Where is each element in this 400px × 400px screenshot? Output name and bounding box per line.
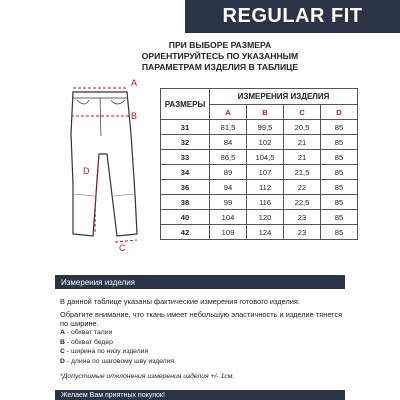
cell-c: 21 [284, 135, 321, 150]
table-row [161, 135, 358, 150]
table-row [161, 225, 358, 240]
knee-right [113, 194, 135, 196]
cell-a: 89 [210, 165, 247, 180]
cell-c: 21,5 [284, 165, 321, 180]
table-row [161, 165, 358, 180]
cell-b: 112 [247, 180, 284, 195]
cell-c: 22,5 [284, 195, 321, 210]
legend-item-b [60, 338, 174, 348]
measurements-section-bar [55, 275, 345, 289]
cell-c: 22 [284, 180, 321, 195]
legend-key-b: B [60, 338, 65, 346]
cell-d: 85 [321, 195, 358, 210]
size-cell: 31 [161, 120, 210, 135]
legend-text-c: - ширина по низу изделия [64, 348, 149, 356]
legend-key-a: A [60, 329, 65, 336]
cell-b: 120 [247, 210, 284, 225]
legend-text-b: - обхват бедер [64, 338, 113, 346]
pocket-left [77, 100, 89, 104]
description-p1: В данной таблице указаны фактические измерения готового изделия. [60, 297, 300, 306]
legend-item-d [60, 357, 174, 367]
label-d: D [83, 166, 90, 176]
sizes-header: РАЗМЕРЫ [161, 89, 210, 120]
measure-c-line [115, 240, 137, 242]
label-b: B [131, 111, 138, 121]
cell-b: 107 [247, 165, 284, 180]
cell-d: 85 [321, 225, 358, 240]
measurements-header: ИЗМЕРЕНИЯ ИЗДЕЛИЯ [210, 89, 358, 105]
cell-b: 102 [247, 135, 284, 150]
size-cell: 34 [161, 165, 210, 180]
legend-text-a: - обхват талии [64, 329, 113, 336]
cell-a: 86,5 [210, 150, 247, 165]
description [60, 297, 350, 332]
legend-key-d: D [60, 357, 65, 365]
cell-a: 94 [210, 180, 247, 195]
size-cell: 36 [161, 180, 210, 195]
fit-title: REGULAR FIT [222, 5, 363, 27]
legend-item-c [60, 347, 174, 357]
size-cell: 40 [161, 210, 210, 225]
cell-b: 116 [247, 195, 284, 210]
cell-d: 85 [321, 120, 358, 135]
table-row [161, 120, 358, 135]
cell-d: 85 [321, 165, 358, 180]
cell-b: 124 [247, 225, 284, 240]
legend-item-a [60, 328, 174, 338]
cell-b: 104,5 [247, 150, 284, 165]
jeans-diagram [55, 74, 155, 252]
cell-c: 23 [284, 225, 321, 240]
legend-key-c: C [60, 348, 65, 356]
legend-text-d: - длина по шаговому шву изделия [64, 357, 175, 365]
column-b: B [247, 105, 284, 120]
intro-line-2: ОРИЕНТИРУЙТЕСЬ ПО УКАЗАННЫМ [141, 51, 299, 61]
cell-a: 84 [210, 135, 247, 150]
cell-c: 20,5 [284, 120, 321, 135]
intro-line-3: ПАРАМЕТРАМ ИЗДЕЛИЯ В ТАБЛИЦЕ [141, 62, 299, 72]
fit-banner [185, 0, 400, 33]
knee-left [73, 194, 95, 196]
table-row [161, 210, 358, 225]
size-cell: 32 [161, 135, 210, 150]
cell-d: 85 [321, 210, 358, 225]
size-table [160, 88, 358, 240]
column-c: C [284, 105, 321, 120]
pocket-right [111, 100, 125, 104]
size-cell: 38 [161, 195, 210, 210]
section-title: Измерения изделия [61, 277, 135, 287]
jeans-outline [71, 92, 137, 236]
footer-text: Желаем Вам приятных покупок! [61, 391, 165, 399]
table-row [161, 180, 358, 195]
column-a: A [210, 105, 247, 120]
label-a: A [131, 78, 138, 88]
intro-line-1: ПРИ ВЫБОРЕ РАЗМЕРА [168, 40, 272, 50]
cell-a: 104 [210, 210, 247, 225]
column-d: D [321, 105, 358, 120]
cell-c: 23 [284, 210, 321, 225]
fly-line [100, 98, 101, 136]
cell-b: 99,5 [247, 120, 284, 135]
label-c: C [119, 243, 126, 252]
cell-a: 99 [210, 195, 247, 210]
measurement-legend [60, 328, 174, 366]
cell-d: 85 [321, 150, 358, 165]
table-row [161, 150, 358, 165]
size-cell: 33 [161, 150, 210, 165]
description-p2: Обратите внимание, что ткань имеет небольшую эластичность и изделие тянется по ширине. [60, 309, 343, 328]
cell-a: 81,5 [210, 120, 247, 135]
cell-c: 21 [284, 150, 321, 165]
cell-d: 85 [321, 180, 358, 195]
footer-bar [55, 390, 345, 400]
tolerance-note: *Допустимые отклонения измерения изделия +/- 1см. [60, 373, 235, 380]
cell-d: 85 [321, 135, 358, 150]
size-cell: 42 [161, 225, 210, 240]
intro-text [110, 40, 330, 73]
cell-a: 109 [210, 225, 247, 240]
table-row [161, 195, 358, 210]
